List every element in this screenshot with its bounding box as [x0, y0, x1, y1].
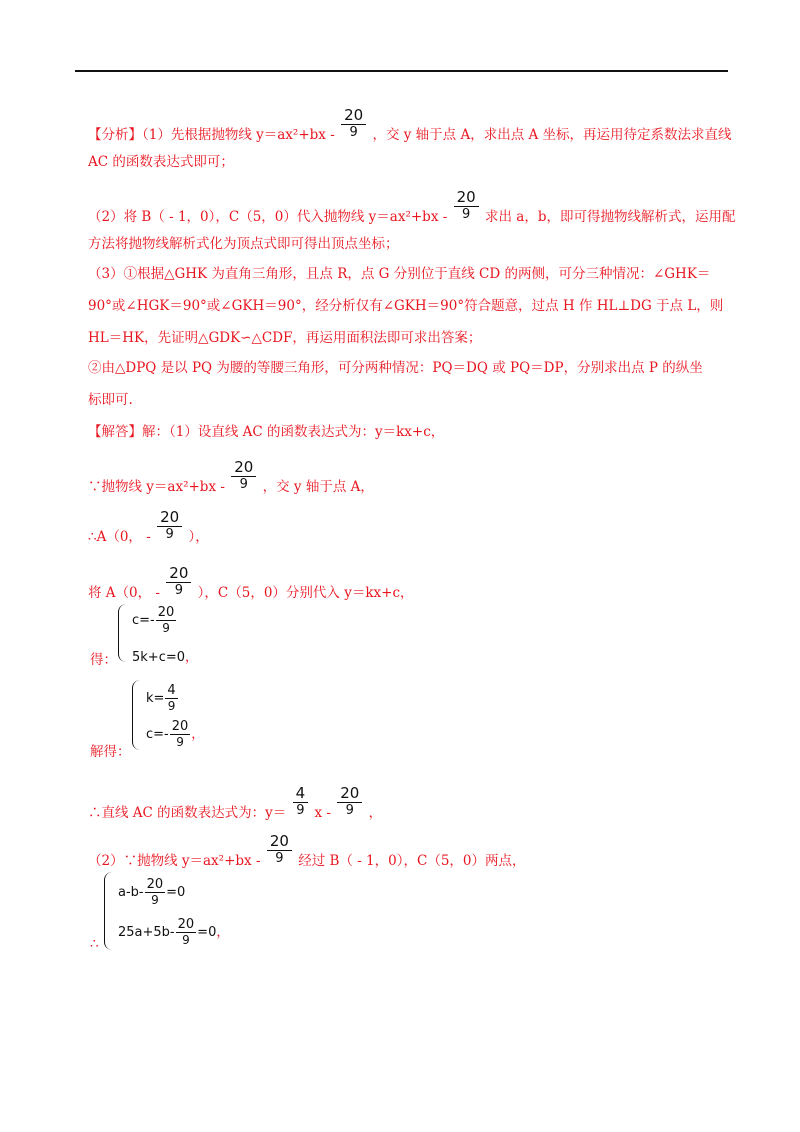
- jiede-label: 解得：: [90, 744, 131, 760]
- equation-system-2: [132, 680, 252, 750]
- brace: [118, 604, 127, 662]
- brace: [132, 680, 141, 750]
- analysis-line-8: ②由△DPQ 是以 PQ 为腰的等腰三角形，可分两种情况：PQ＝DQ 或 PQ＝DP，分别求出点 P 的纵坐: [88, 360, 703, 376]
- text: 【分析】（1）先根据抛物线 y＝ax²+bx -: [88, 127, 335, 143]
- solution-line-2: ∵抛物线 y＝ax²+bx - $\frac{20}{9}$ ，交 y 轴于点 A，: [88, 458, 374, 495]
- analysis-line-3: （2）将 B（ - 1，0），C（5，0）代入抛物线 y＝ax²+bx - $\frac{20}{9}$ 求出 a，b，即可得抛物线解析式，运用配: [88, 188, 736, 225]
- fraction: $\frac{20}{9}$: [341, 106, 366, 141]
- header-rule: [75, 70, 728, 72]
- therefore-label: ∴: [90, 936, 99, 952]
- equation-system-3: [104, 872, 244, 950]
- solution-line-5: ∴直线 AC 的函数表达式为：y＝ $\frac{4}{9}$ x - $\frac{20}{9}$ ，: [88, 784, 383, 821]
- fraction: $\frac{20}{9}$: [166, 564, 191, 599]
- solution-line-3: ∴A（0， - $\frac{20}{9}$ ），: [88, 508, 209, 545]
- analysis-line-1: [88, 106, 732, 153]
- analysis-line-4: 方法将抛物线解析式化为顶点式即可得出顶点坐标；: [88, 236, 399, 252]
- fraction: $\frac{20}{9}$: [231, 458, 256, 493]
- fraction: $\frac{20}{9}$: [454, 188, 479, 223]
- brace: [104, 872, 113, 950]
- solution-line-6: （2）∵抛物线 y＝ax²+bx - $\frac{20}{9}$ 经过 B（ - 1，0），C（5，0）两点，: [88, 832, 526, 869]
- system-row: a-b- $\frac{20}{9}$ =0: [118, 877, 186, 907]
- system-row: c=- $\frac{20}{9}$ ，: [146, 719, 205, 749]
- analysis-line-7: HL＝HK，先证明△GDK∽△CDF，再运用面积法即可求出答案；: [88, 330, 482, 346]
- analysis-line-6: 90°或∠HGK＝90°或∠GKH＝90°，经分析仅有∠GKH＝90°符合题意，过点 H 作 HL⊥DG 于点 L，则: [88, 298, 724, 314]
- analysis-line-9: 标即可.: [88, 392, 133, 408]
- fraction: $\frac{20}{9}$: [157, 508, 182, 543]
- solution-line-1: 【解答】解：（1）设直线 AC 的函数表达式为：y＝kx+c，: [88, 424, 445, 440]
- system-row: k= $\frac{4}{9}$: [146, 683, 176, 713]
- system-row: c=- $\frac{20}{9}$: [132, 605, 175, 635]
- analysis-line-2: AC 的函数表达式即可；: [88, 154, 234, 170]
- analysis-line-5: （3）①根据△GHK 为直角三角形，且点 R，点 G 分别位于直线 CD 的两侧，可分三种情况：∠GHK＝: [88, 266, 711, 282]
- fraction: $\frac{4}{9}$: [293, 784, 309, 819]
- fraction: $\frac{20}{9}$: [337, 784, 362, 819]
- text: ，交 y 轴于点 A，求出点 A 坐标，再运用待定系数法求直线: [372, 127, 732, 143]
- solution-line-4: 将 A（0， - $\frac{20}{9}$ ），C（5，0）分别代入 y＝kx+c，: [88, 564, 414, 601]
- de-label: 得：: [90, 652, 117, 668]
- fraction: $\frac{20}{9}$: [267, 832, 292, 867]
- system-row: 25a+5b- $\frac{20}{9}$ =0，: [118, 917, 230, 947]
- equation-system-1: [118, 604, 238, 665]
- system-row: 5k+c=0，: [132, 650, 199, 665]
